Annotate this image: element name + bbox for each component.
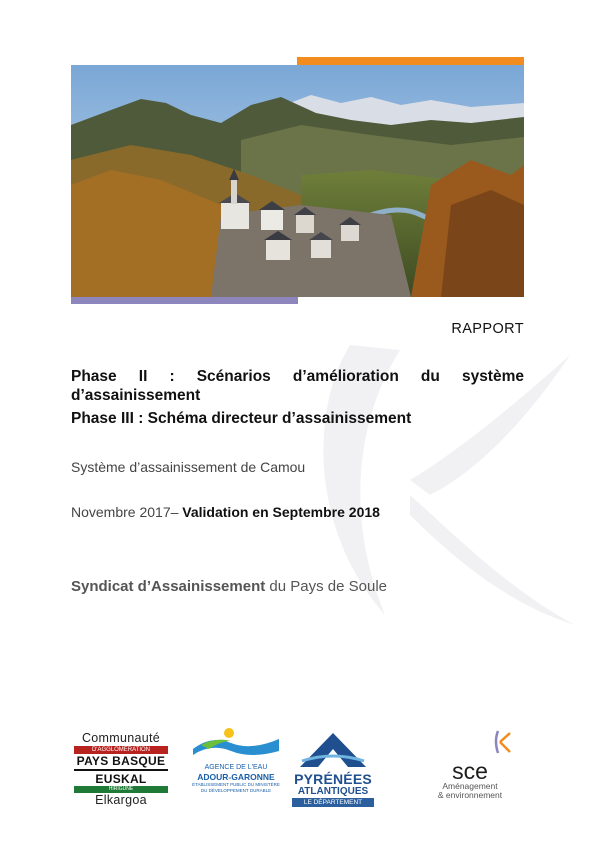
date-prefix: Novembre 2017– — [71, 504, 183, 520]
report-title-phase-2: Phase II : Scénarios d’amélioration du système d’assainissement — [71, 368, 524, 404]
pyrenees-line1: PYRÉNÉES — [294, 771, 372, 787]
sce-logo — [428, 729, 512, 800]
water-drop-icon — [191, 727, 281, 757]
cover-photo-mountain-village — [71, 65, 524, 297]
mountain-icon — [292, 731, 374, 767]
client-name — [71, 578, 387, 595]
capb-line5: HIRIGUNE — [74, 786, 168, 793]
capb-divider — [74, 769, 168, 771]
purple-accent-bar — [71, 297, 298, 304]
sce-name: sce — [452, 758, 488, 784]
client-name-rest: du Pays de Soule — [265, 578, 388, 595]
capb-line1: Communauté — [81, 731, 161, 745]
report-date — [71, 504, 380, 520]
sce-tagline2: & environnement — [437, 790, 503, 800]
aeag-line3: ÉTABLISSEMENT PUBLIC DU MINISTÈRE DU DÉVELOPPEMENT DURABLE — [192, 782, 280, 793]
sce-k-icon — [428, 729, 512, 755]
pyrenees-line3: LE DÉPARTEMENT — [292, 798, 374, 807]
aeag-line2: ADOUR-GARONNE — [197, 772, 275, 782]
capb-line2: D'AGGLOMÉRATION — [74, 746, 168, 754]
capb-line4: EUSKAL — [95, 771, 147, 786]
capb-line3: PAYS BASQUE — [76, 754, 166, 768]
pyrenees-atlantiques-logo — [292, 731, 374, 807]
capb-logo — [74, 731, 168, 807]
adour-garonne-logo — [191, 727, 281, 794]
aeag-line1: AGENCE DE L'EAU — [204, 764, 268, 771]
report-subtitle: Système d’assainissement de Camou — [71, 459, 306, 475]
sce-tagline1: Aménagement — [442, 781, 498, 791]
client-name-bold: Syndicat d’Assainissement — [71, 578, 266, 595]
report-title-phase-3: Phase III : Schéma directeur d’assainissement — [71, 410, 412, 427]
orange-accent-bar — [297, 57, 524, 65]
pyrenees-line2: ATLANTIQUES — [297, 786, 369, 797]
capb-line6: Elkargoa — [95, 792, 147, 807]
date-validation: Validation en Septembre 2018 — [182, 504, 380, 520]
document-type-label: RAPPORT — [451, 321, 524, 337]
